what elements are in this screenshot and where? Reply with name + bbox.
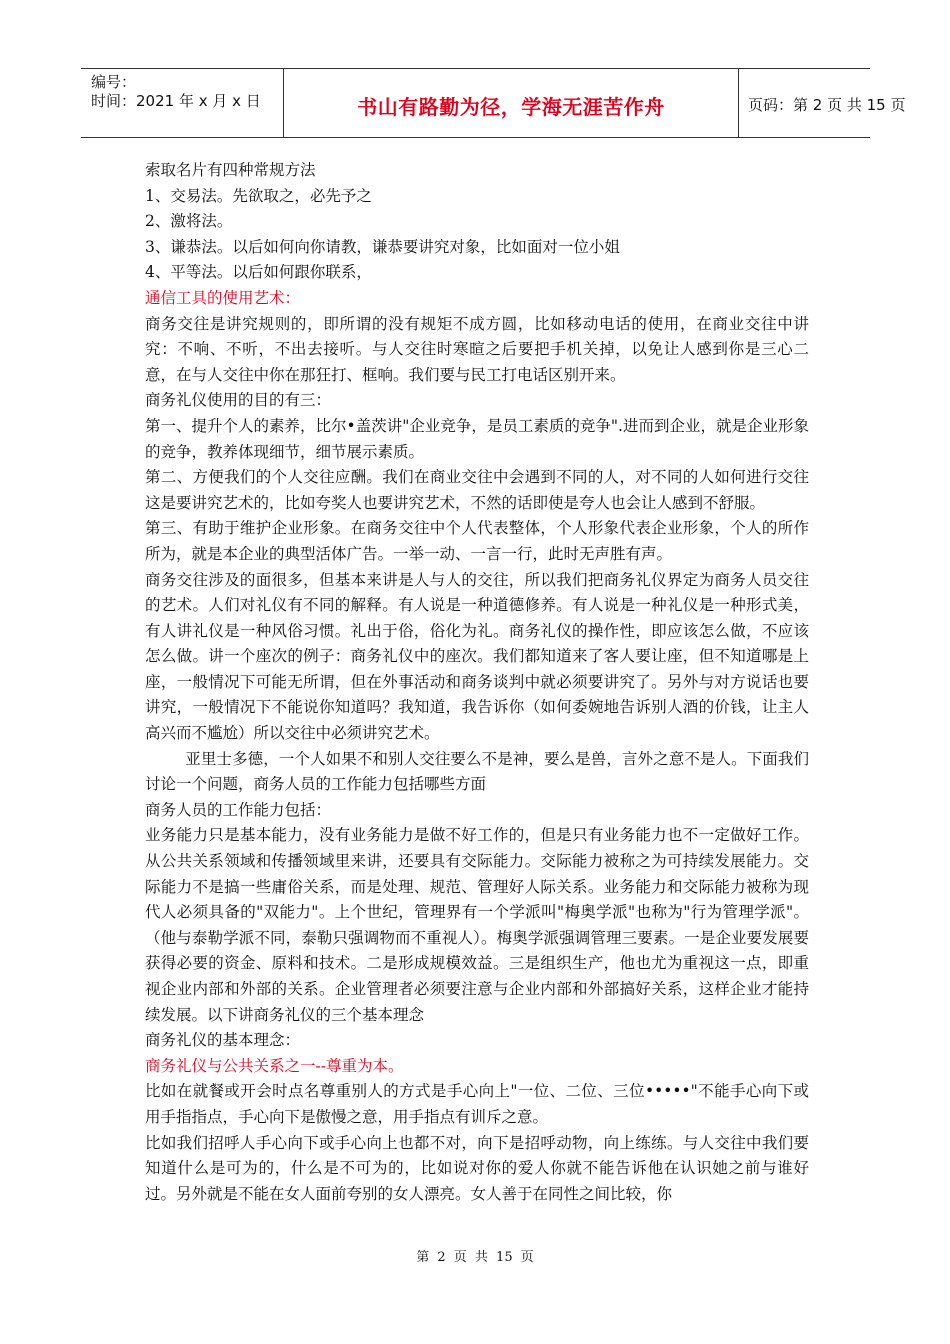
document-date-label: 时间：2021 年 x 月 x 日 — [91, 92, 261, 110]
header-page-cell — [738, 69, 906, 137]
body-paragraph: 商务交往是讲究规则的，即所谓的没有规矩不成方圆，比如移动电话的使用，在商业交往中讲究：不响、不听，不出去接听。与人交往时寒暄之后要把手机关掉，以免让人感到你是三心二意，在与人交往中你在那狂打、框响。我们要与民工打电话区别开来。 — [145, 314, 809, 384]
body-paragraph: 2、激将法。 — [145, 212, 233, 231]
body-paragraph: 商务人员的工作能力包括： — [145, 800, 332, 819]
section-heading: 通信工具的使用艺术： — [145, 288, 301, 307]
body-paragraph: 商务交往涉及的面很多，但基本来讲是人与人的交往，所以我们把商务礼仪界定为商务人员交往的艺术。人们对礼仪有不同的解释。有人说是一种道德修养。有人说是一种礼仪是一种形式美，有人讲礼仪是一种风俗习惯。礼出于俗，俗化为礼。商务礼仪的操作性，即应该怎么做，不应该怎么做。讲一个座次的例子：商务礼仪中的座次。我们都知道来了客人要让座，但不知道哪是上座，一般情况下可能无所谓，但在外事活动和商务谈判中就必须要讲究了。另外与对方说话也要讲究，一般情况下不能说你知道吗？我知道，我告诉你（如何委婉地告诉别人酒的价钱，让主人高兴而不尴尬）所以交往中必须讲究艺术。 — [145, 570, 809, 743]
document-number-label: 编号： — [91, 73, 137, 91]
body-paragraph: 3、谦恭法。以后如何向你请教，谦恭要讲究对象，比如面对一位小姐 — [145, 237, 620, 256]
section-heading: 商务礼仪与公共关系之一--尊重为本。 — [145, 1056, 404, 1075]
document-body — [145, 158, 809, 1207]
body-paragraph: 第二、方便我们的个人交往应酬。我们在商业交往中会遇到不同的人，对不同的人如何进行交往这是要讲究艺术的，比如夸奖人也要讲究艺术，不然的话即使是夸人也会让人感到不舒服。 — [145, 468, 809, 512]
header-page-number: 页码：第 2 页 共 15 页 — [748, 96, 906, 114]
body-paragraph: 索取名片有四种常规方法 — [145, 161, 316, 179]
page-footer: 第 2 页 共 15 页 — [416, 1250, 534, 1265]
body-paragraph: 商务礼仪的基本理念： — [145, 1031, 301, 1050]
header-motto-cell — [283, 69, 739, 137]
body-paragraph: 商务礼仪使用的目的有三： — [145, 391, 332, 410]
body-paragraph: 4、平等法。以后如何跟你联系， — [145, 263, 372, 282]
page-header — [81, 68, 906, 138]
header-motto: 书山有路勤为径，学海无涯苦作舟 — [357, 95, 665, 119]
body-paragraph: 业务能力只是基本能力，没有业务能力是做不好工作的，但是只有业务能力也不一定做好工作。从公共关系领域和传播领域里来讲，还要具有交际能力。交际能力被称之为可持续发展能力。交际能力不是搞一些庸俗关系，而是处理、规范、管理好人际关系。业务能力和交际能力被称为现代人必须具备的"双能力"。上个世纪，管理界有一个学派叫"梅奥学派"也称为"行为管理学派"。（他与泰勒学派不同，泰勒只强调物而不重视人）。梅奥学派强调管理三要素。一是企业要发展要获得必要的资金、原料和技术。二是形成规模效益。三是组织生产，他也尤为重视这一点，即重视企业内部和外部的关系。企业管理者必须要注意与企业内部和外部搞好关系，这样企业才能持续发展。以下讲商务礼仪的三个基本理念 — [145, 826, 809, 1024]
body-paragraph: 第三、有助于维护企业形象。在商务交往中个人代表整体，个人形象代表企业形象，个人的所作所为，就是本企业的典型活体广告。一举一动、一言一行，此时无声胜有声。 — [145, 519, 809, 563]
body-paragraph: 第一、提升个人的素养，比尔•盖茨讲"企业竞争，是员工素质的竞争".进而到企业，就是企业形象的竞争，教养体现细节，细节展示素质。 — [145, 416, 809, 461]
body-paragraph: 比如我们招呼人手心向下或手心向上也都不对，向下是招呼动物，向上练练。与人交往中我们要知道什么是可为的，什么是不可为的，比如说对你的爱人你就不能告诉他在认识她之前与谁好过。另外就是不能在女人面前夸别的女人漂亮。女人善于在同性之间比较，你 — [145, 1133, 809, 1203]
body-paragraph: 亚里士多德，一个人如果不和别人交往要么不是神，要么是兽，言外之意不是人。下面我们讨论一个问题，商务人员的工作能力包括哪些方面 — [145, 749, 809, 794]
body-paragraph: 比如在就餐或开会时点名尊重别人的方式是手心向上"一位、二位、三位•••••"不能手心向下或用手指指点，手心向下是傲慢之意，用手指点有训斥之意。 — [145, 1082, 809, 1126]
header-info-cell — [81, 69, 283, 137]
body-paragraph: 1、交易法。先欲取之，必先予之 — [145, 186, 372, 205]
